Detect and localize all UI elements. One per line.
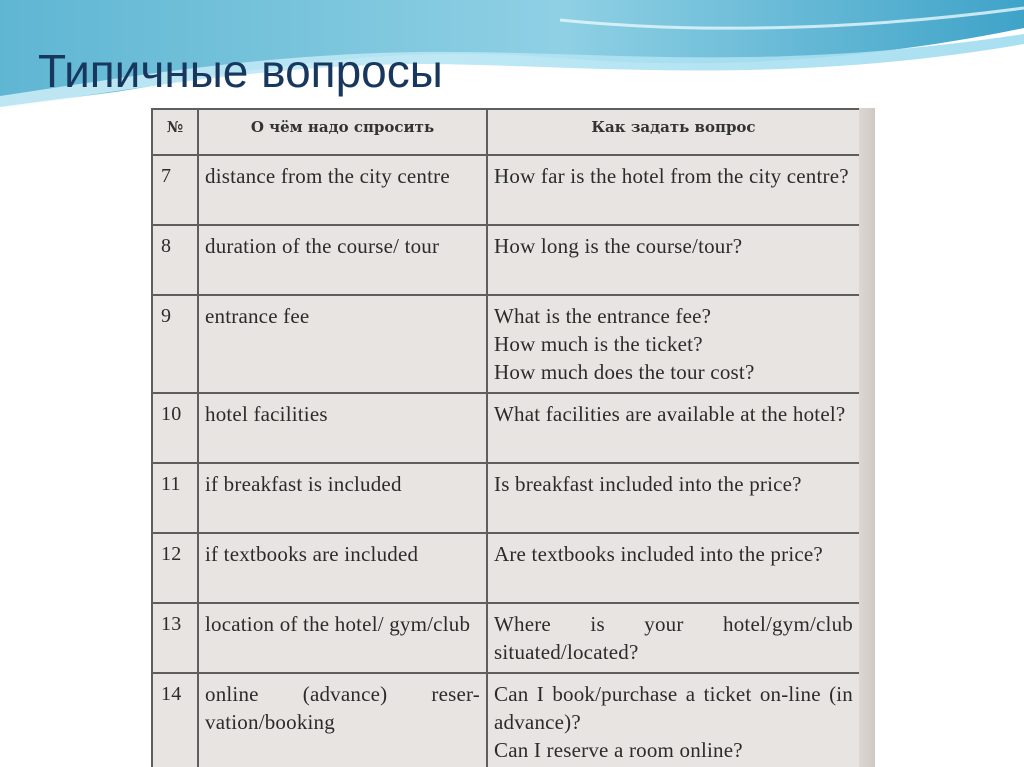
table-row [152,295,860,393]
table-row [152,603,860,673]
row-number: 14 [152,673,198,767]
row-number: 10 [152,393,198,463]
row-number: 7 [152,155,198,225]
what-to-ask-cell: hotel facilities [198,393,487,463]
how-to-ask-cell [487,463,860,533]
question-line: Are textbooks included into the price? [494,542,823,566]
how-to-ask-cell [487,673,860,767]
what-to-ask-cell: online (advance) reser-vation/booking [198,673,487,767]
row-number: 8 [152,225,198,295]
scanned-table-image [151,108,875,767]
question-line: How much does the tour cost? [494,360,755,384]
how-to-ask-cell [487,155,860,225]
how-to-ask-cell [487,603,860,673]
question-line: What is the entrance fee? [494,304,712,328]
what-to-ask-cell: if breakfast is included [198,463,487,533]
header-how-to-ask: Как задать вопрос [487,109,860,155]
how-to-ask-cell [487,225,860,295]
header-what-to-ask: О чём надо спросить [198,109,487,155]
what-to-ask-cell: if textbooks are included [198,533,487,603]
what-to-ask-cell: entrance fee [198,295,487,393]
question-line: What facilities are available at the hotel? [494,402,846,426]
row-number: 11 [152,463,198,533]
what-to-ask-cell: duration of the course/ tour [198,225,487,295]
page-edge-shadow [859,108,875,767]
question-line: How far is the hotel from the city centre? [494,164,849,188]
row-number: 13 [152,603,198,673]
table-row [152,673,860,767]
how-to-ask-cell [487,393,860,463]
row-number: 9 [152,295,198,393]
row-number: 12 [152,533,198,603]
questions-table [151,108,861,767]
question-line: Can I reserve a room online? [494,738,743,762]
what-to-ask-cell: distance from the city centre [198,155,487,225]
table-row [152,533,860,603]
table-row [152,393,860,463]
question-line: Where is your hotel/gym/club situated/located? [494,612,853,664]
question-line: How long is the course/tour? [494,234,743,258]
question-line: Can I book/purchase a ticket on-line (in advance)? [494,682,853,734]
question-line: How much is the ticket? [494,332,703,356]
table-header-row [152,109,860,155]
what-to-ask-cell: location of the hotel/ gym/club [198,603,487,673]
how-to-ask-cell [487,295,860,393]
slide-title: Типичные вопросы [38,45,443,97]
table-row [152,463,860,533]
header-number: № [152,109,198,155]
table-row [152,155,860,225]
table-row [152,225,860,295]
question-line: Is breakfast included into the price? [494,472,802,496]
how-to-ask-cell [487,533,860,603]
